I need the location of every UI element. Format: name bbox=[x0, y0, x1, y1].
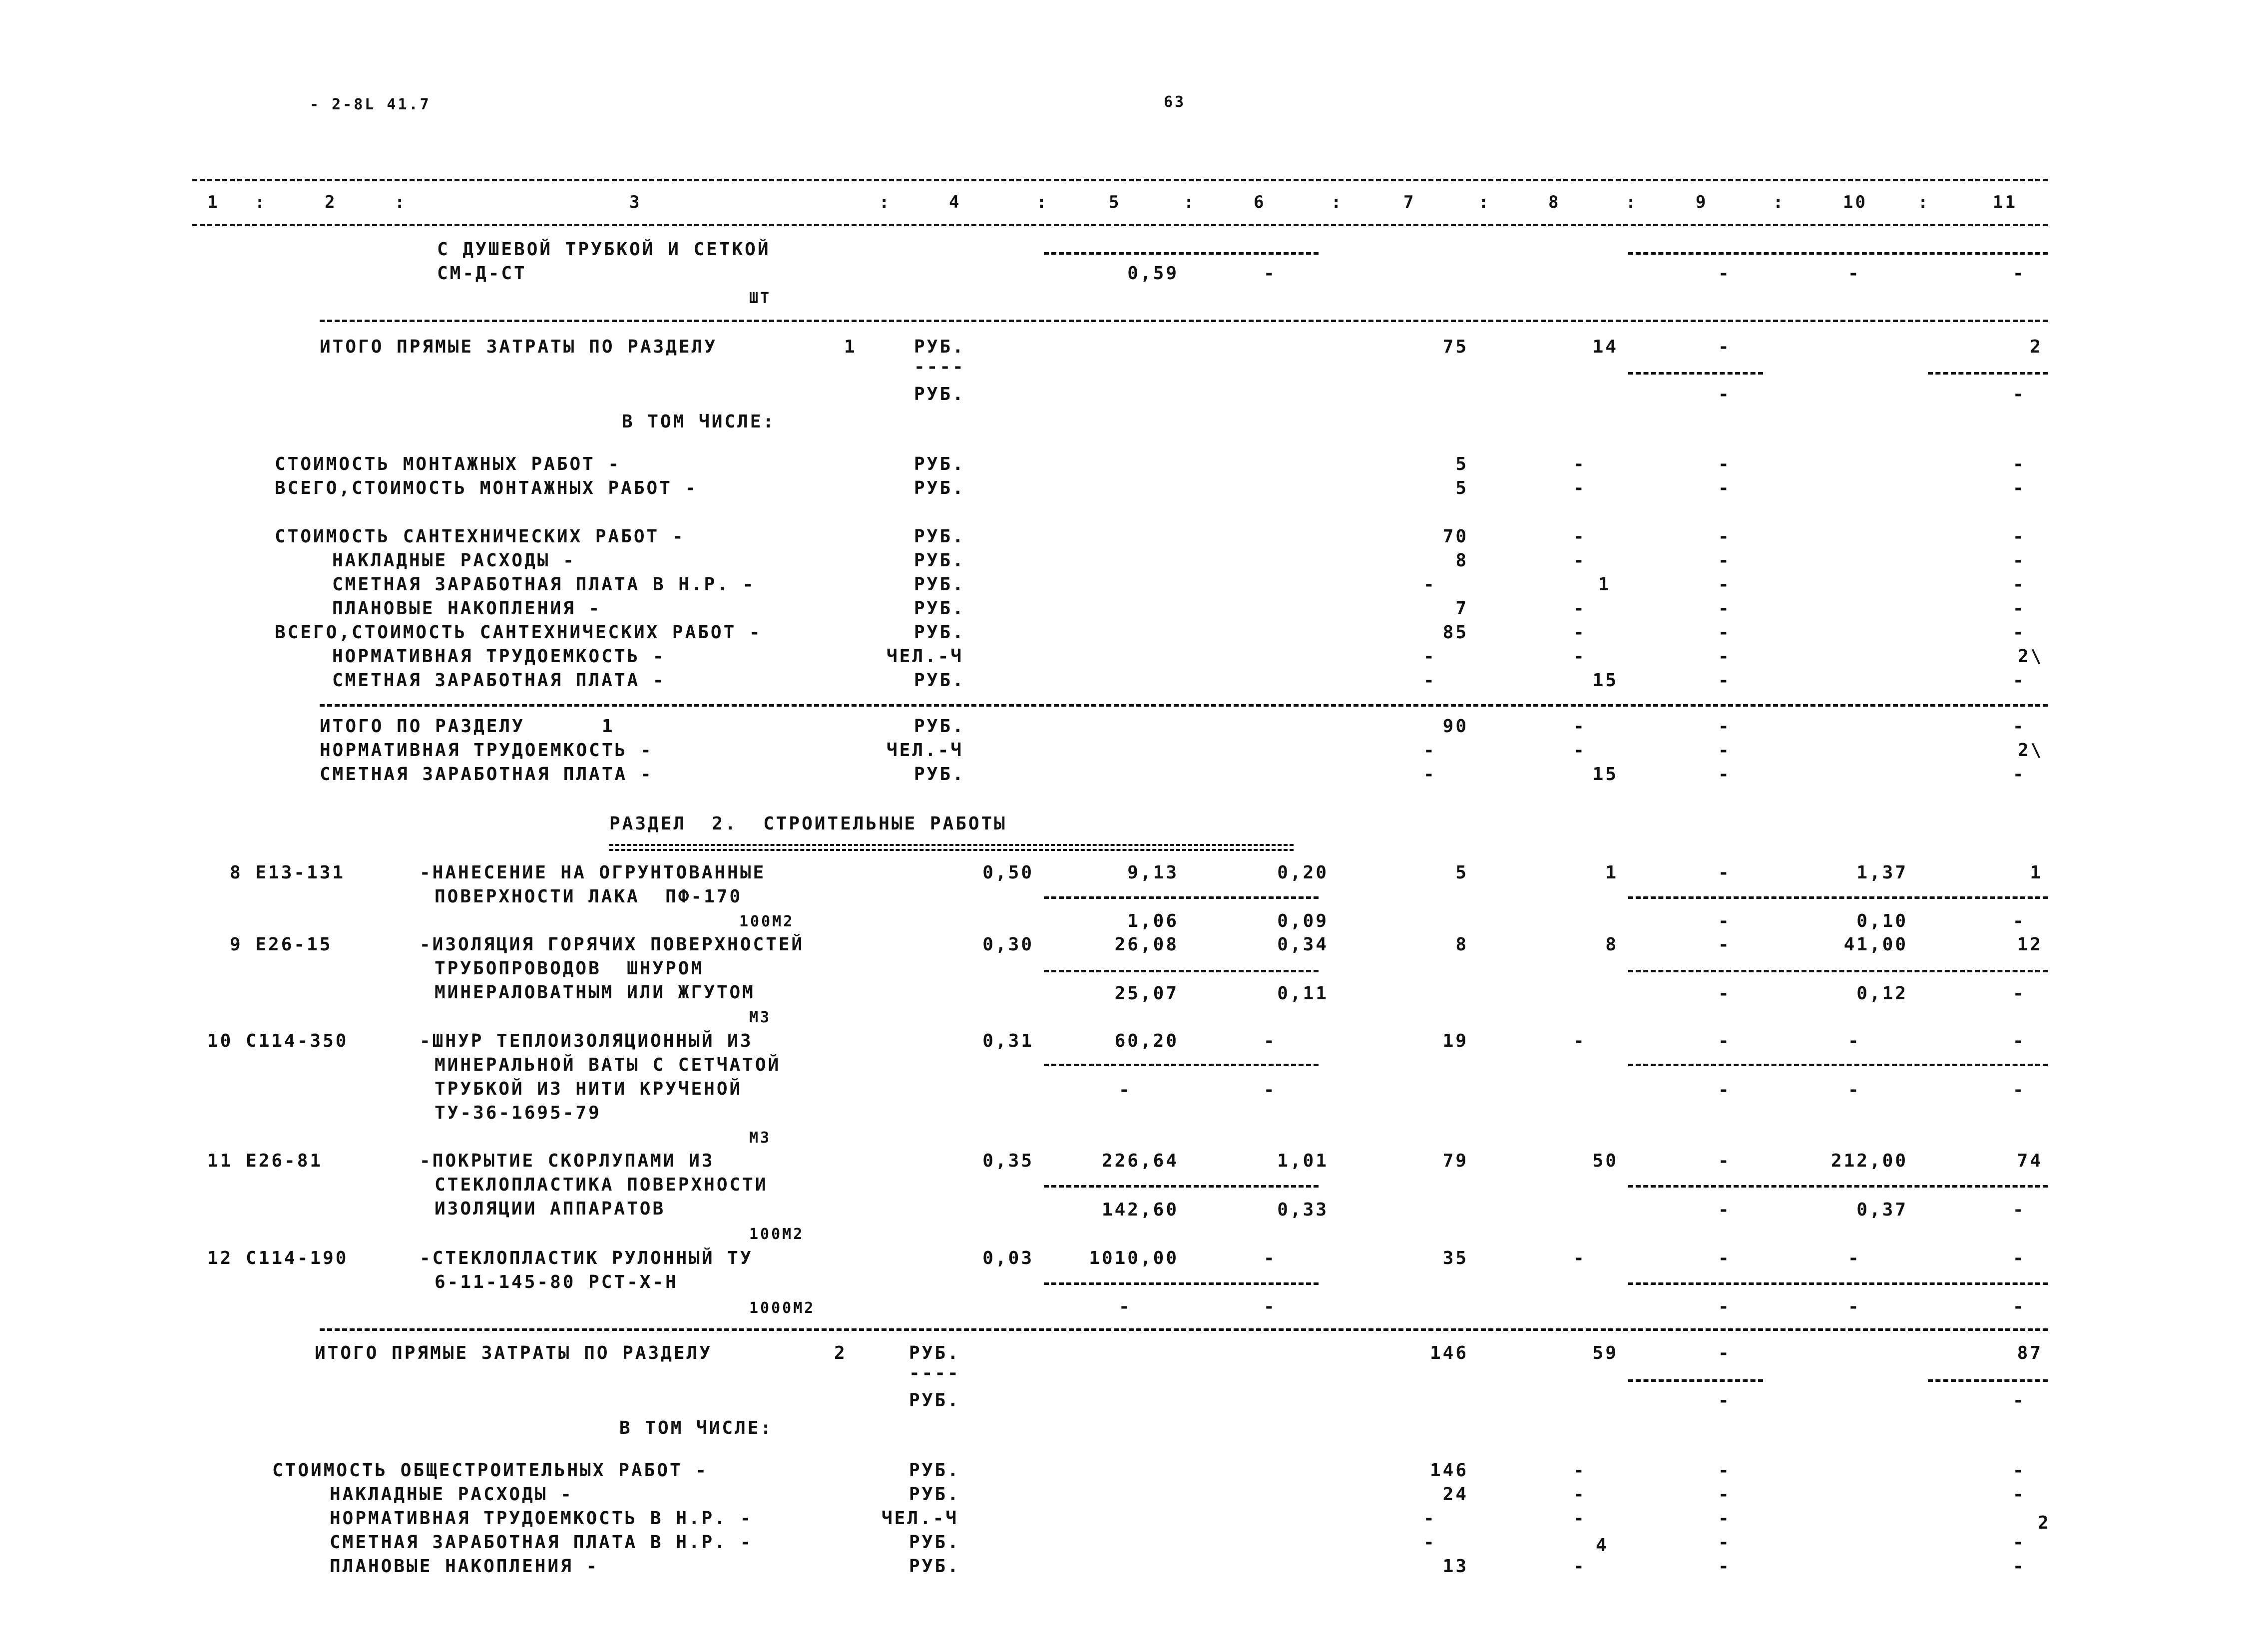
col-sep: : bbox=[1184, 192, 1196, 212]
col-2-header: 2 bbox=[325, 192, 337, 212]
item-col9: - bbox=[1718, 1248, 1731, 1268]
row-0-unit: ШТ bbox=[749, 290, 772, 307]
item-col10: 212,00 bbox=[1830, 1151, 1908, 1171]
s1-including: В ТОМ ЧИСЛЕ: bbox=[622, 412, 776, 432]
line-col11: - bbox=[2013, 1532, 2026, 1553]
col-sep: : bbox=[395, 192, 407, 212]
item-desc: -СТЕКЛОПЛАСТИК РУЛОННЫЙ ТУ bbox=[420, 1248, 753, 1268]
rule bbox=[1044, 1185, 1319, 1188]
item-col11-sub: - bbox=[2013, 983, 2026, 1004]
item-col11: 1 bbox=[2030, 862, 2043, 883]
line-col7: - bbox=[1423, 670, 1436, 691]
item-desc: -ИЗОЛЯЦИЯ ГОРЯЧИХ ПОВЕРХНОСТЕЙ bbox=[420, 934, 805, 955]
item-unit: М3 bbox=[749, 1129, 772, 1147]
line-label: СМЕТНАЯ ЗАРАБОТНАЯ ПЛАТА - bbox=[320, 764, 653, 785]
item-desc: ПОВЕРХНОСТИ ЛАКА ПФ-170 bbox=[435, 886, 743, 907]
rule bbox=[1044, 252, 1319, 255]
col-sep: : bbox=[879, 192, 892, 212]
line-col11: - bbox=[2013, 1484, 2026, 1505]
line-label: СМЕТНАЯ ЗАРАБОТНАЯ ПЛАТА В Н.Р. - bbox=[332, 574, 756, 595]
item-col7: 19 bbox=[1442, 1031, 1468, 1051]
line-unit: РУБ. bbox=[914, 764, 965, 785]
item-col10-sub: 0,37 bbox=[1856, 1200, 1908, 1220]
line-label: СМЕТНАЯ ЗАРАБОТНАЯ ПЛАТА - bbox=[332, 670, 666, 691]
line-col7: 90 bbox=[1442, 716, 1468, 737]
item-col9-sub: - bbox=[1718, 1200, 1731, 1220]
item-col5-sub: - bbox=[1119, 1080, 1132, 1100]
line-col7: 24 bbox=[1442, 1484, 1468, 1505]
line-col9: - bbox=[1718, 670, 1731, 691]
item-number: 11 Е26-81 bbox=[207, 1151, 323, 1171]
row-0-code: СМ-Д-СТ bbox=[437, 263, 527, 284]
item-col11-sub: - bbox=[2013, 1200, 2026, 1220]
line-col8: - bbox=[1573, 1556, 1586, 1577]
item-col11-sub: - bbox=[2013, 911, 2026, 931]
line-col9: - bbox=[1718, 1460, 1731, 1481]
line-unit: РУБ. bbox=[914, 598, 965, 619]
item-col11: - bbox=[2013, 1031, 2026, 1051]
item-desc: МИНЕРАЛЬНОЙ ВАТЫ С СЕТЧАТОЙ bbox=[435, 1055, 781, 1075]
item-desc: ИЗОЛЯЦИИ АППАРАТОВ bbox=[435, 1199, 666, 1219]
line-unit: ЧЕЛ.-Ч bbox=[887, 740, 964, 761]
item-desc: МИНЕРАЛОВАТНЫМ ИЛИ ЖГУТОМ bbox=[435, 982, 755, 1003]
line-unit: ЧЕЛ.-Ч bbox=[882, 1508, 959, 1529]
line-col11: - bbox=[2013, 1460, 2026, 1481]
item-col5: 60,20 bbox=[1114, 1031, 1179, 1051]
line-unit: РУБ. bbox=[914, 716, 965, 737]
rule bbox=[1044, 896, 1319, 899]
line-col9: - bbox=[1718, 1532, 1731, 1553]
line-col9: - bbox=[1718, 598, 1731, 619]
line-col7: 13 bbox=[1442, 1556, 1468, 1577]
item-col8: 8 bbox=[1605, 934, 1618, 955]
item-col8: - bbox=[1573, 1248, 1586, 1268]
line-col8: - bbox=[1573, 1460, 1586, 1481]
line-unit: РУБ. bbox=[914, 622, 965, 643]
rule bbox=[1628, 896, 2048, 899]
item-desc: СТЕКЛОПЛАСТИКА ПОВЕРХНОСТИ bbox=[435, 1175, 768, 1195]
item-col9-sub: - bbox=[1718, 911, 1731, 931]
section-2-underline bbox=[609, 844, 1294, 851]
line-col9: - bbox=[1718, 1484, 1731, 1505]
s2-total-unit-dash: ---- bbox=[909, 1363, 960, 1383]
line-col9: - bbox=[1718, 622, 1731, 643]
line-label: СТОИМОСТЬ САНТЕХНИЧЕСКИХ РАБОТ - bbox=[275, 526, 685, 547]
line-col11: - bbox=[2013, 550, 2026, 571]
item-number: 9 Е26-15 bbox=[230, 934, 333, 955]
rule bbox=[320, 704, 2048, 707]
line-col11: - bbox=[2013, 1556, 2026, 1577]
line-unit: РУБ. bbox=[914, 526, 965, 547]
s2-total-col11: 87 bbox=[2017, 1343, 2043, 1363]
line-col11: - bbox=[2013, 598, 2026, 619]
item-desc: ТРУБОПРОВОДОВ ШНУРОМ bbox=[435, 958, 704, 979]
item-col4: 0,35 bbox=[982, 1151, 1034, 1171]
line-unit: РУБ. bbox=[914, 454, 965, 474]
s1-total-col7: 75 bbox=[1442, 337, 1468, 357]
item-desc: 6-11-145-80 РСТ-Х-Н bbox=[435, 1272, 678, 1292]
line-col8: - bbox=[1573, 526, 1586, 547]
item-col10: - bbox=[1848, 1031, 1861, 1051]
line-col8: 15 bbox=[1592, 670, 1618, 691]
s2-total-col9: - bbox=[1718, 1343, 1731, 1363]
s1-total-num: 1 bbox=[844, 337, 857, 357]
s2-including: В ТОМ ЧИСЛЕ: bbox=[619, 1418, 774, 1438]
line-label: НАКЛАДНЫЕ РАСХОДЫ - bbox=[332, 550, 576, 571]
line-col11: - bbox=[2013, 454, 2026, 474]
s1-total-col8: 14 bbox=[1592, 337, 1618, 357]
rule-header-bottom bbox=[192, 224, 2048, 226]
line-unit: РУБ. bbox=[909, 1532, 960, 1553]
item-col9-sub: - bbox=[1718, 1296, 1731, 1317]
line-col11: - bbox=[2013, 764, 2026, 785]
item-col5-sub: - bbox=[1119, 1296, 1132, 1317]
item-col5-sub: 1,06 bbox=[1127, 911, 1179, 931]
col-4-header: 4 bbox=[949, 192, 961, 212]
section-2-title: РАЗДЕЛ 2. СТРОИТЕЛЬНЫЕ РАБОТЫ bbox=[609, 814, 1007, 834]
line-col9: - bbox=[1718, 526, 1731, 547]
col-1-header: 1 bbox=[207, 192, 220, 212]
line-unit: РУБ. bbox=[914, 574, 965, 595]
item-unit: 100М2 bbox=[749, 1226, 805, 1243]
s2-total-num: 2 bbox=[834, 1343, 847, 1363]
item-col5-sub: 142,60 bbox=[1101, 1200, 1179, 1220]
line-col8: - bbox=[1573, 716, 1586, 737]
page-number: 63 bbox=[1164, 93, 1186, 111]
line-col8: - bbox=[1573, 740, 1586, 761]
col-8-header: 8 bbox=[1548, 192, 1561, 212]
line-label: СМЕТНАЯ ЗАРАБОТНАЯ ПЛАТА В Н.Р. - bbox=[330, 1532, 753, 1553]
item-col5: 26,08 bbox=[1114, 934, 1179, 955]
rule bbox=[1044, 1282, 1319, 1285]
item-unit: 100М2 bbox=[739, 913, 795, 930]
item-desc: -НАНЕСЕНИЕ НА ОГРУНТОВАННЫЕ bbox=[420, 862, 766, 883]
line-label: ИТОГО ПО РАЗДЕЛУ 1 bbox=[320, 716, 615, 737]
line-col8: - bbox=[1573, 598, 1586, 619]
s1-total-unit: РУБ. bbox=[914, 337, 965, 357]
line-col7: 70 bbox=[1442, 526, 1468, 547]
item-col11-sub: - bbox=[2013, 1080, 2026, 1100]
item-desc: ТУ-36-1695-79 bbox=[435, 1103, 601, 1123]
item-desc: ТРУБКОЙ ИЗ НИТИ КРУЧЕНОЙ bbox=[435, 1079, 743, 1099]
s1-total-unit-dash: ---- bbox=[914, 357, 965, 377]
line-col8: - bbox=[1573, 550, 1586, 571]
col-sep: : bbox=[1626, 192, 1638, 212]
line-col7: - bbox=[1423, 1508, 1436, 1529]
line-col8: - bbox=[1573, 646, 1586, 667]
line-unit: РУБ. bbox=[909, 1460, 960, 1481]
s1-total-col11: 2 bbox=[2030, 337, 2043, 357]
line-col9: - bbox=[1718, 574, 1731, 595]
line-col11: - bbox=[2013, 574, 2026, 595]
line-col7: - bbox=[1423, 764, 1436, 785]
item-desc: -ПОКРЫТИЕ СКОРЛУПАМИ ИЗ bbox=[420, 1151, 715, 1171]
line-col9: - bbox=[1718, 550, 1731, 571]
item-col4: 0,50 bbox=[982, 862, 1034, 883]
item-col10-sub: - bbox=[1848, 1296, 1861, 1317]
item-col8: - bbox=[1573, 1031, 1586, 1051]
item-col7: 35 bbox=[1442, 1248, 1468, 1268]
item-col7: 8 bbox=[1455, 934, 1468, 955]
item-col8: 50 bbox=[1592, 1151, 1618, 1171]
item-col9: - bbox=[1718, 1031, 1731, 1051]
col-sep: : bbox=[1918, 192, 1930, 212]
line-col9: - bbox=[1718, 764, 1731, 785]
col-sep: : bbox=[1773, 192, 1786, 212]
line-col11: - bbox=[2013, 526, 2026, 547]
line-col8: - bbox=[1573, 478, 1586, 498]
item-col4: 0,31 bbox=[982, 1031, 1034, 1051]
item-col10-sub: - bbox=[1848, 1080, 1861, 1100]
s1-total2-col9: - bbox=[1718, 384, 1731, 405]
line-label: ВСЕГО,СТОИМОСТЬ САНТЕХНИЧЕСКИХ РАБОТ - bbox=[275, 622, 762, 643]
item-col9: - bbox=[1718, 1151, 1731, 1171]
line-unit: РУБ. bbox=[909, 1484, 960, 1505]
item-col6: 0,20 bbox=[1277, 862, 1329, 883]
item-col7: 5 bbox=[1455, 862, 1468, 883]
line-label: НОРМАТИВНАЯ ТРУДОЕМКОСТЬ - bbox=[320, 740, 653, 761]
rule bbox=[1628, 1282, 2048, 1285]
line-col8: - bbox=[1573, 622, 1586, 643]
line-label: НОРМАТИВНАЯ ТРУДОЕМКОСТЬ В Н.Р. - bbox=[330, 1508, 753, 1529]
line-col11: 2 bbox=[2038, 1513, 2051, 1533]
line-label: ВСЕГО,СТОИМОСТЬ МОНТАЖНЫХ РАБОТ - bbox=[275, 478, 698, 498]
item-col4: 0,03 bbox=[982, 1248, 1034, 1268]
rule bbox=[1628, 1379, 1763, 1382]
s2-total2-col9: - bbox=[1718, 1390, 1731, 1411]
s2-total-col7: 146 bbox=[1429, 1343, 1468, 1363]
item-unit: М3 bbox=[749, 1009, 772, 1026]
line-col8: - bbox=[1573, 454, 1586, 474]
item-col5: 226,64 bbox=[1101, 1151, 1179, 1171]
s1-total2-col11: - bbox=[2013, 384, 2026, 405]
item-col6-sub: 0,11 bbox=[1277, 983, 1329, 1004]
row-0-col5: 0,59 bbox=[1127, 263, 1179, 284]
line-label: НОРМАТИВНАЯ ТРУДОЕМКОСТЬ - bbox=[332, 646, 666, 667]
item-col9-sub: - bbox=[1718, 983, 1731, 1004]
s2-total-col8: 59 bbox=[1592, 1343, 1618, 1363]
line-unit: РУБ. bbox=[914, 550, 965, 571]
line-unit: РУБ. bbox=[914, 478, 965, 498]
line-unit: ЧЕЛ.-Ч bbox=[887, 646, 964, 667]
line-col7: - bbox=[1423, 740, 1436, 761]
item-col9: - bbox=[1718, 934, 1731, 955]
item-col5: 9,13 bbox=[1127, 862, 1179, 883]
line-col8: - bbox=[1573, 1508, 1586, 1529]
s1-total-label: ИТОГО ПРЯМЫЕ ЗАТРАТЫ ПО РАЗДЕЛУ bbox=[320, 337, 717, 357]
rule bbox=[1628, 252, 2048, 255]
line-col11: 2\ bbox=[2018, 646, 2044, 667]
col-sep: : bbox=[1331, 192, 1344, 212]
item-col6: 0,34 bbox=[1277, 934, 1329, 955]
rule bbox=[1044, 1064, 1319, 1066]
rule bbox=[1628, 1185, 2048, 1188]
item-col5: 1010,00 bbox=[1089, 1248, 1179, 1268]
rule bbox=[1628, 970, 2048, 972]
s2-total-label: ИТОГО ПРЯМЫЕ ЗАТРАТЫ ПО РАЗДЕЛУ bbox=[315, 1343, 712, 1363]
line-col7: 146 bbox=[1429, 1460, 1468, 1481]
line-label: СТОИМОСТЬ МОНТАЖНЫХ РАБОТ - bbox=[275, 454, 621, 474]
item-col4: 0,30 bbox=[982, 934, 1034, 955]
item-col10-sub: 0,10 bbox=[1856, 911, 1908, 931]
item-col5-sub: 25,07 bbox=[1114, 983, 1179, 1004]
col-10-header: 10 bbox=[1843, 192, 1867, 212]
item-col6-sub: 0,33 bbox=[1277, 1200, 1329, 1220]
item-col11: 12 bbox=[2017, 934, 2043, 955]
line-col7: - bbox=[1423, 646, 1436, 667]
s2-total-unit: РУБ. bbox=[909, 1343, 960, 1363]
item-col9-sub: - bbox=[1718, 1080, 1731, 1100]
item-col6: - bbox=[1264, 1248, 1277, 1268]
line-col11: 2\ bbox=[2018, 740, 2044, 761]
line-label: НАКЛАДНЫЕ РАСХОДЫ - bbox=[330, 1484, 573, 1505]
item-col6-sub: - bbox=[1264, 1296, 1277, 1317]
line-col9: - bbox=[1718, 740, 1731, 761]
rule bbox=[1628, 1064, 2048, 1066]
line-col7: 8 bbox=[1455, 550, 1468, 571]
item-col11: - bbox=[2013, 1248, 2026, 1268]
row-0-col6: - bbox=[1264, 263, 1277, 284]
rule bbox=[1928, 372, 2048, 375]
line-col9: - bbox=[1718, 646, 1731, 667]
line-col8: 1 bbox=[1598, 574, 1611, 595]
line-col8: 4 bbox=[1596, 1535, 1609, 1556]
rule bbox=[1044, 970, 1319, 972]
item-col6-sub: - bbox=[1264, 1080, 1277, 1100]
line-col9: - bbox=[1718, 454, 1731, 474]
item-col7: 79 bbox=[1442, 1151, 1468, 1171]
item-col10: 41,00 bbox=[1843, 934, 1908, 955]
line-col8: - bbox=[1573, 1484, 1586, 1505]
s1-total-col9: - bbox=[1718, 337, 1731, 357]
line-col7: 85 bbox=[1442, 622, 1468, 643]
col-11-header: 11 bbox=[1993, 192, 2017, 212]
item-col6: - bbox=[1264, 1031, 1277, 1051]
rule bbox=[1928, 1379, 2048, 1382]
line-col11: - bbox=[2013, 670, 2026, 691]
line-col11: - bbox=[2013, 716, 2026, 737]
line-col11: - bbox=[2013, 478, 2026, 498]
col-3-header: 3 bbox=[629, 192, 642, 212]
row-0-col10: - bbox=[1848, 263, 1861, 284]
line-label: ПЛАНОВЫЕ НАКОПЛЕНИЯ - bbox=[332, 598, 602, 619]
col-6-header: 6 bbox=[1254, 192, 1266, 212]
rule bbox=[1628, 372, 1763, 375]
line-col9: - bbox=[1718, 478, 1731, 498]
item-number: 12 С114-190 bbox=[207, 1248, 349, 1268]
item-col11-sub: - bbox=[2013, 1296, 2026, 1317]
line-col7: 5 bbox=[1455, 478, 1468, 498]
item-unit: 1000М2 bbox=[749, 1299, 816, 1317]
item-col6-sub: 0,09 bbox=[1277, 911, 1329, 931]
item-col10-sub: 0,12 bbox=[1856, 983, 1908, 1004]
item-col8: 1 bbox=[1605, 862, 1618, 883]
line-col9: - bbox=[1718, 1508, 1731, 1529]
item-desc: -ШНУР ТЕПЛОИЗОЛЯЦИОННЫЙ ИЗ bbox=[420, 1031, 753, 1051]
rule-top bbox=[192, 179, 2048, 181]
line-col7: 5 bbox=[1455, 454, 1468, 474]
line-col7: - bbox=[1423, 1532, 1436, 1553]
item-number: 8 Е13-131 bbox=[230, 862, 346, 883]
s2-total2-col11: - bbox=[2013, 1390, 2026, 1411]
col-sep: : bbox=[1478, 192, 1491, 212]
document-code: - 2-8L 41.7 bbox=[310, 96, 431, 113]
item-number: 10 С114-350 bbox=[207, 1031, 349, 1051]
row-0-desc: С ДУШЕВОЙ ТРУБКОЙ И СЕТКОЙ bbox=[437, 239, 771, 260]
line-col7: 7 bbox=[1455, 598, 1468, 619]
col-sep: : bbox=[255, 192, 267, 212]
row-0-col9: - bbox=[1718, 263, 1731, 284]
line-col11: - bbox=[2013, 622, 2026, 643]
rule bbox=[320, 1328, 2048, 1331]
item-col9: - bbox=[1718, 862, 1731, 883]
line-label: СТОИМОСТЬ ОБЩЕСТРОИТЕЛЬНЫХ РАБОТ - bbox=[272, 1460, 708, 1481]
line-unit: РУБ. bbox=[914, 670, 965, 691]
col-5-header: 5 bbox=[1109, 192, 1121, 212]
item-col10: - bbox=[1848, 1248, 1861, 1268]
s2-total-unit2: РУБ. bbox=[909, 1390, 960, 1411]
line-col9: - bbox=[1718, 1556, 1731, 1577]
line-col8: 15 bbox=[1592, 764, 1618, 785]
row-0-col11: - bbox=[2013, 263, 2026, 284]
col-7-header: 7 bbox=[1403, 192, 1416, 212]
col-9-header: 9 bbox=[1696, 192, 1708, 212]
item-col10: 1,37 bbox=[1856, 862, 1908, 883]
col-sep: : bbox=[1036, 192, 1049, 212]
line-col9: - bbox=[1718, 716, 1731, 737]
line-label: ПЛАНОВЫЕ НАКОПЛЕНИЯ - bbox=[330, 1556, 599, 1577]
rule bbox=[320, 320, 2048, 322]
item-col6: 1,01 bbox=[1277, 1151, 1329, 1171]
item-col11: 74 bbox=[2017, 1151, 2043, 1171]
line-unit: РУБ. bbox=[909, 1556, 960, 1577]
line-col7: - bbox=[1423, 574, 1436, 595]
s1-total-unit2: РУБ. bbox=[914, 384, 965, 405]
